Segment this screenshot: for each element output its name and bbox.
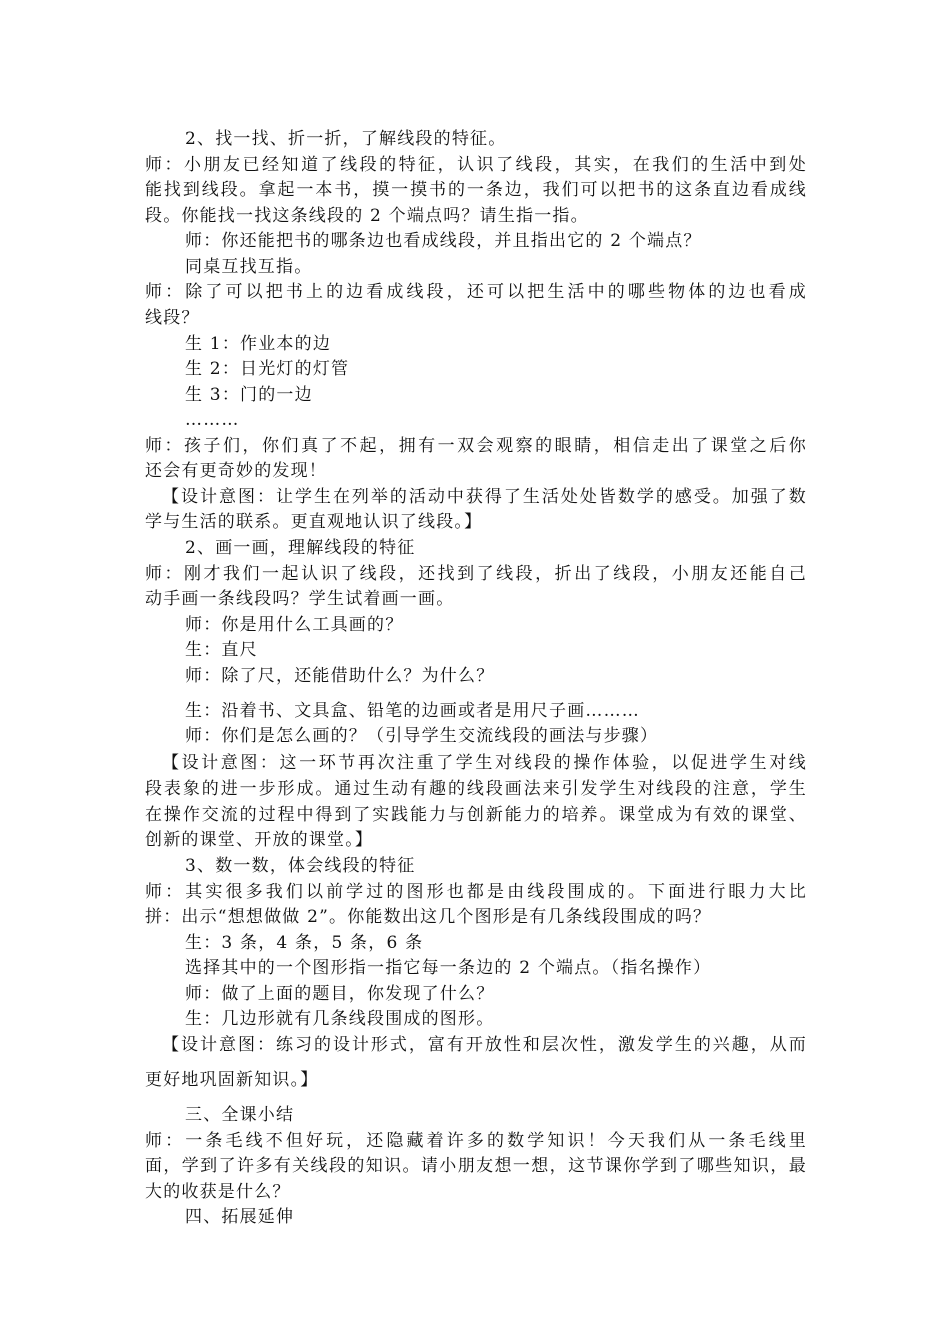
paragraph-line: 选择其中的一个图形指一指它每一条边的 2 个端点。（指名操作） [185, 958, 712, 978]
paragraph-line: 生：几边形就有几条线段围成的图形。 [185, 1009, 495, 1029]
paragraph-line: 拼：出示“想想做做 2”。你能数出这几个图形是有几条线段围成的吗？ [145, 907, 712, 927]
design-intent-note: 【设计意图：这一环节再次注重了学生对线段的操作体验，以促进学生对线 [162, 753, 807, 773]
design-intent-note: 【设计意图：让学生在列举的活动中获得了生活处处皆数学的感受。加强了数 [162, 487, 807, 507]
paragraph-line: 线段？ [145, 308, 200, 328]
section-heading-count: 3、数一数，体会线段的特征 [185, 856, 416, 876]
design-intent-note: 创新的课堂、开放的课堂。】 [145, 830, 374, 850]
paragraph-line: 师：孩子们，你们真了不起，拥有一双会观察的眼睛，相信走出了课堂之后你 [145, 436, 807, 456]
paragraph-line: 面，学到了许多有关线段的知识。请小朋友想一想，这节课你学到了哪些知识，最 [145, 1156, 807, 1176]
design-intent-note: 更好地巩固新知识。】 [145, 1070, 319, 1090]
paragraph-line: 同桌互找互指。 [185, 257, 313, 277]
paragraph-line: 还会有更奇妙的发现！ [145, 461, 327, 481]
paragraph-line: 师：其实很多我们以前学过的图形也都是由线段围成的。下面进行眼力大比 [145, 882, 807, 902]
paragraph-line: 生：直尺 [185, 640, 258, 660]
paragraph-line: 动手画一条线段吗？学生试着画一画。 [145, 589, 455, 609]
ellipsis-line: ……… [185, 410, 240, 430]
design-intent-note: 段表象的进一步形成。通过生动有趣的线段画法来引发学生对线段的注意，学生 [145, 779, 807, 799]
design-intent-note: 【设计意图：练习的设计形式，富有开放性和层次性，激发学生的兴趣，从而 [162, 1035, 807, 1055]
paragraph-line: 师：刚才我们一起认识了线段，还找到了线段，折出了线段，小朋友还能自己 [145, 564, 807, 584]
paragraph-line: 师：一条毛线不但好玩，还隐藏着许多的数学知识！今天我们从一条毛线里 [145, 1131, 807, 1151]
section-heading-draw: 2、画一画，理解线段的特征 [185, 538, 416, 558]
paragraph-line: 师：除了可以把书上的边看成线段，还可以把生活中的哪些物体的边也看成 [145, 282, 807, 302]
section-heading-extension: 四、拓展延伸 [185, 1207, 295, 1227]
section-heading-summary: 三、全课小结 [185, 1105, 295, 1125]
paragraph-line: 段。你能找一找这条线段的 2 个端点吗？请生指一指。 [145, 206, 589, 226]
paragraph-line: 师：你们是怎么画的？（引导学生交流线段的画法与步骤） [185, 726, 659, 746]
paragraph-line: 生 2：日光灯的灯管 [185, 359, 350, 379]
paragraph-line: 生：沿着书、文具盒、铅笔的边画或者是用尺子画……… [185, 701, 640, 721]
paragraph-line: 大的收获是什么？ [145, 1182, 291, 1202]
paragraph-line: 师：小朋友已经知道了线段的特征，认识了线段，其实，在我们的生活中到处 [145, 155, 807, 175]
design-intent-note: 学与生活的联系。更直观地认识了线段。】 [145, 512, 483, 532]
paragraph-line: 师：做了上面的题目，你发现了什么？ [185, 984, 495, 1004]
paragraph-line: 师：你是用什么工具画的？ [185, 615, 404, 635]
section-heading-find-fold: 2、找一找、折一折，了解线段的特征。 [185, 129, 507, 149]
paragraph-line: 师：除了尺，还能借助什么？为什么？ [185, 666, 495, 686]
paragraph-line: 师：你还能把书的哪条边也看成线段，并且指出它的 2 个端点？ [185, 231, 702, 251]
paragraph-line: 生 3：门的一边 [185, 385, 313, 405]
paragraph-line: 生 1：作业本的边 [185, 334, 332, 354]
design-intent-note: 在操作交流的过程中得到了实践能力与创新能力的培养。课堂成为有效的课堂、 [145, 805, 807, 825]
paragraph-line: 能找到线段。拿起一本书，摸一摸书的一条边，我们可以把书的这条直边看成线 [145, 180, 807, 200]
paragraph-line: 生：3 条，4 条，5 条，6 条 [185, 933, 424, 953]
